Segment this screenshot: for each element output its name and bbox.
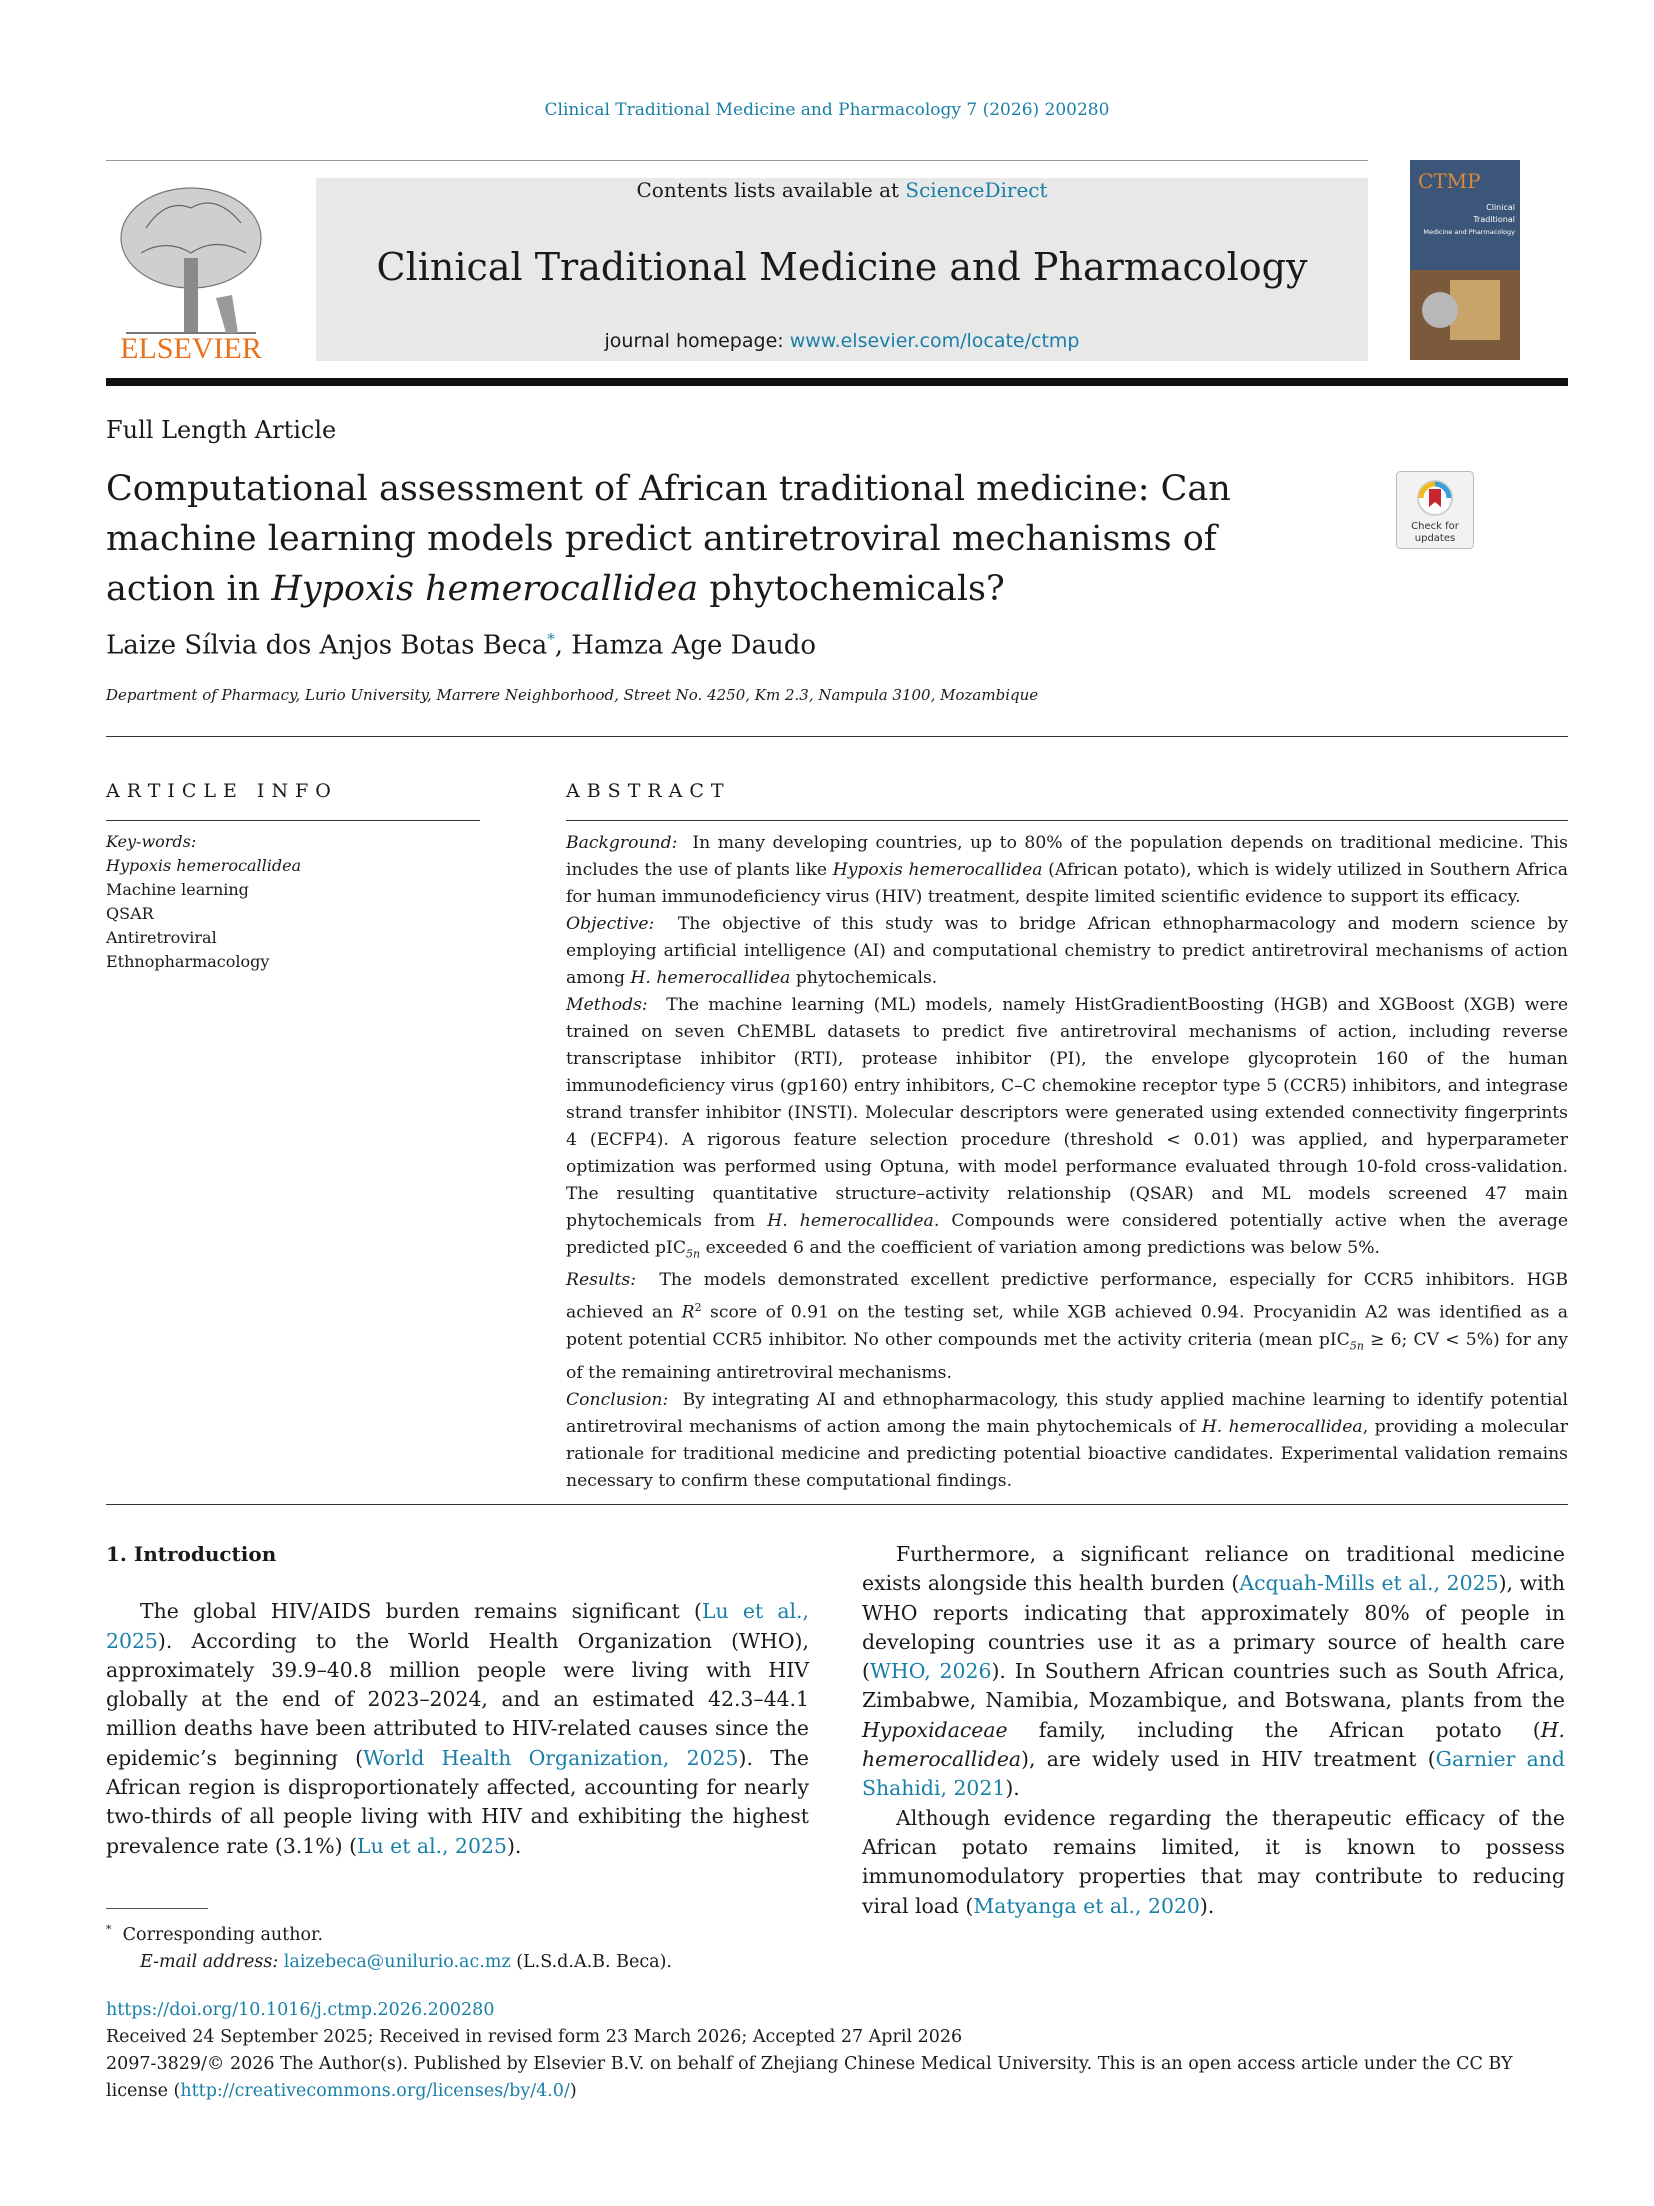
body-paragraph: The global HIV/AIDS burden remains significant (Lu et al., 2025). According to the World Health Organization (WHO), approximately 39.9–40.8 million people were living with HIV globally at the end of 2023–2024, and an estimated 42.3–44.1 million deaths have been attributed to HIV-related causes since the epidemic’s beginning (World Health Organization, 2025). The African region is disproportionately affected, accounting for nearly two-thirds of all people living with HIV and exhibiting the highest prevalence rate (3.1%) (Lu et al., 2025).: [106, 1599, 809, 1858]
abstract-results: Results: The models demonstrated excellent predictive performance, especially for CCR5 inhibitors. HGB achieved an $R^2$ score of 0.91 on the testing set, while XGB achieved 0.94. Procyanidin A2 was identified as a potent potential CCR5 inhibitor. No other compounds met the activity criteria (mean pIC$_{5n}$ ≥ 6; CV < 5%) for any of the remaining antiretroviral mechanisms.: [566, 1270, 1568, 1383]
check-for-updates-badge[interactable]: [1396, 471, 1474, 549]
footnote-rule: [106, 1908, 208, 1909]
svg-text:Medicine and Pharmacology: Medicine and Pharmacology: [1423, 228, 1515, 236]
svg-text:CTMP: CTMP: [1418, 169, 1481, 193]
article-info-rule: [106, 820, 480, 821]
abstract-bottom-rule: [106, 1504, 1568, 1505]
keyword-item: Machine learning: [106, 880, 249, 899]
article-info-heading: ARTICLE INFO: [106, 780, 338, 802]
article-footer: [106, 1997, 1568, 2105]
abstract-objective: Objective: The objective of this study was to bridge African ethnopharmacology and modern science by employing artificial intelligence (AI) and computational chemistry to predict antiretroviral mechanisms of action among H. hemerocallidea phytochemicals.: [566, 914, 1568, 988]
keywords-label: Key-words:: [106, 832, 197, 851]
author-name: Laize Sílvia dos Anjos Botas Beca: [106, 630, 548, 661]
abstract-heading: ABSTRACT: [566, 780, 731, 802]
author-list: Laize Sílvia dos Anjos Botas Beca*, Hamza Age Daudo: [106, 630, 817, 661]
body-paragraph: Furthermore, a significant reliance on traditional medicine exists alongside this health burden (Acquah-Mills et al., 2025), with WHO reports indicating that approximately 80% of people in developing countries use it as a primary source of health care (WHO, 2026). In Southern African countries such as South Africa, Zimbabwe, Namibia, Mozambique, and Botswana, plants from the Hypoxidaceae family, including the African potato (H. hemerocallidea), are widely used in HIV treatment (Garnier and Shahidi, 2021).: [862, 1542, 1565, 1801]
abstract-conclusion: Conclusion: By integrating AI and ethnopharmacology, this study applied machine learning to identify potential antiretroviral mechanisms of action among the main phytochemicals of H. hemerocallidea, providing a molecular rationale for traditional medicine and predicting potential bioactive candidates. Experimental validation remains necessary to confirm these computational findings.: [566, 1389, 1568, 1491]
doi-link[interactable]: https://doi.org/10.1016/j.ctmp.2026.200280: [106, 2000, 495, 2020]
elsevier-tree-logo: [106, 178, 276, 363]
keyword-item: Ethnopharmacology: [106, 952, 270, 971]
article-type: Full Length Article: [106, 416, 337, 444]
email-link[interactable]: laizebeca@unilurio.ac.mz: [283, 1951, 511, 1972]
abstract-methods: Methods: The machine learning (ML) models, namely HistGradientBoosting (HGB) and XGBoost (XGB) were trained on seven ChEMBL datasets to predict five antiretroviral mechanisms of action, including reverse transcriptase inhibitor (RTI), protease inhibitor (PI), the envelope glycoprotein 160 of the human immunodeficiency virus (gp160) entry inhibitors, C–C chemokine receptor type 5 (CCR5) inhibitors, and integrase strand transfer inhibitor (INSTI). Molecular descriptors were generated using extended connectivity fingerprints 4 (ECFP4). A rigorous feature selection procedure (threshold < 0.01) was applied, and hyperparameter optimization was performed using Optuna, with model performance evaluated through 10-fold cross-validation. The resulting quantitative structure–activity relationship (QSAR) and ML models screened 47 main phytochemicals from H. hemerocallidea. Compounds were considered potentially active when the average predicted pIC$_{5n}$ exceeded 6 and the coefficient of variation among predictions was below 5%.: [566, 995, 1568, 1261]
article-title: Computational assessment of African traditional medicine: Can machine learning models predict antiretroviral mechanisms of action in Hypoxis hemerocallidea phytochemicals?: [106, 469, 1231, 609]
journal-citation[interactable]: Clinical Traditional Medicine and Pharmacology 7 (2026) 200280: [544, 100, 1110, 120]
journal-homepage: journal homepage: www.elsevier.com/locate/ctmp: [604, 330, 1080, 352]
sciencedirect-link[interactable]: ScienceDirect: [905, 178, 1048, 202]
citation-link[interactable]: World Health Organization, 2025: [363, 1745, 739, 1770]
svg-text:Clinical: Clinical: [1486, 203, 1515, 212]
keyword-item: QSAR: [106, 904, 154, 923]
citation-link[interactable]: Matyanga et al., 2020: [973, 1893, 1200, 1918]
affiliation-rule: [106, 736, 1568, 737]
corresponding-footnote: * Corresponding author. E-mail address: laizebeca@unilurio.ac.mz (L.S.d.A.B. Beca).: [106, 1923, 672, 1972]
affiliation: Department of Pharmacy, Lurio University, Marrere Neighborhood, Street No. 4250, Km 2.3, Nampula 3100, Mozambique: [106, 686, 1039, 704]
contents-line: Contents lists available at ScienceDirect: [636, 178, 1048, 202]
body-column-left: [106, 1540, 809, 1861]
abstract-rule: [566, 820, 1568, 821]
journal-cover-image: [1410, 160, 1520, 360]
citation-link[interactable]: WHO, 2026: [869, 1659, 992, 1684]
svg-text:Traditional: Traditional: [1473, 215, 1515, 224]
keyword-item: Antiretroviral: [106, 928, 217, 947]
journal-title: Clinical Traditional Medicine and Pharmacology: [376, 245, 1308, 289]
license-statement: 2097-3829/© 2026 The Author(s). Published by Elsevier B.V. on behalf of Zhejiang Chinese Medical University. This is an open access article under the CC BY license (http://creativecommons.org/licenses/by/4.0/): [106, 2054, 1513, 2101]
citation-link[interactable]: Lu et al., 2025: [106, 1599, 809, 1653]
svg-text:Check for: Check for: [1411, 521, 1459, 532]
header-top-rule: [106, 160, 1368, 161]
svg-text:updates: updates: [1414, 533, 1456, 544]
header-bottom-rule: [106, 378, 1568, 386]
keywords-block: [106, 830, 480, 974]
citation-link[interactable]: Acquah-Mills et al., 2025: [1239, 1571, 1499, 1596]
corresponding-marker[interactable]: *: [547, 630, 555, 648]
keyword-item: Hypoxis hemerocallidea: [106, 856, 302, 875]
abstract-background: Background: In many developing countries, up to 80% of the population depends on traditional medicine. This includes the use of plants like Hypoxis hemerocallidea (African potato), which is widely utilized in Southern Africa for human immunodeficiency virus (HIV) treatment, despite limited scientific evidence to support its efficacy.: [566, 833, 1568, 907]
citation-link[interactable]: Lu et al., 2025: [357, 1833, 507, 1858]
homepage-link[interactable]: www.elsevier.com/locate/ctmp: [789, 330, 1080, 352]
abstract-body: [566, 830, 1568, 1495]
svg-text:ELSEVIER: ELSEVIER: [120, 332, 262, 363]
body-column-right: [862, 1540, 1565, 1921]
received-dates: Received 24 September 2025; Received in revised form 23 March 2026; Accepted 27 April 2026: [106, 2027, 963, 2047]
citation-link[interactable]: Garnier and Shahidi, 2021: [862, 1747, 1565, 1801]
author-name: Hamza Age Daudo: [571, 630, 817, 661]
body-paragraph: Although evidence regarding the therapeutic efficacy of the African potato remains limited, it is known to possess immunomodulatory properties that may contribute to reducing viral load (Matyanga et al., 2020).: [862, 1805, 1565, 1918]
license-link[interactable]: http://creativecommons.org/licenses/by/4.0/: [180, 2081, 570, 2101]
section-heading-introduction: 1. Introduction: [106, 1542, 277, 1566]
